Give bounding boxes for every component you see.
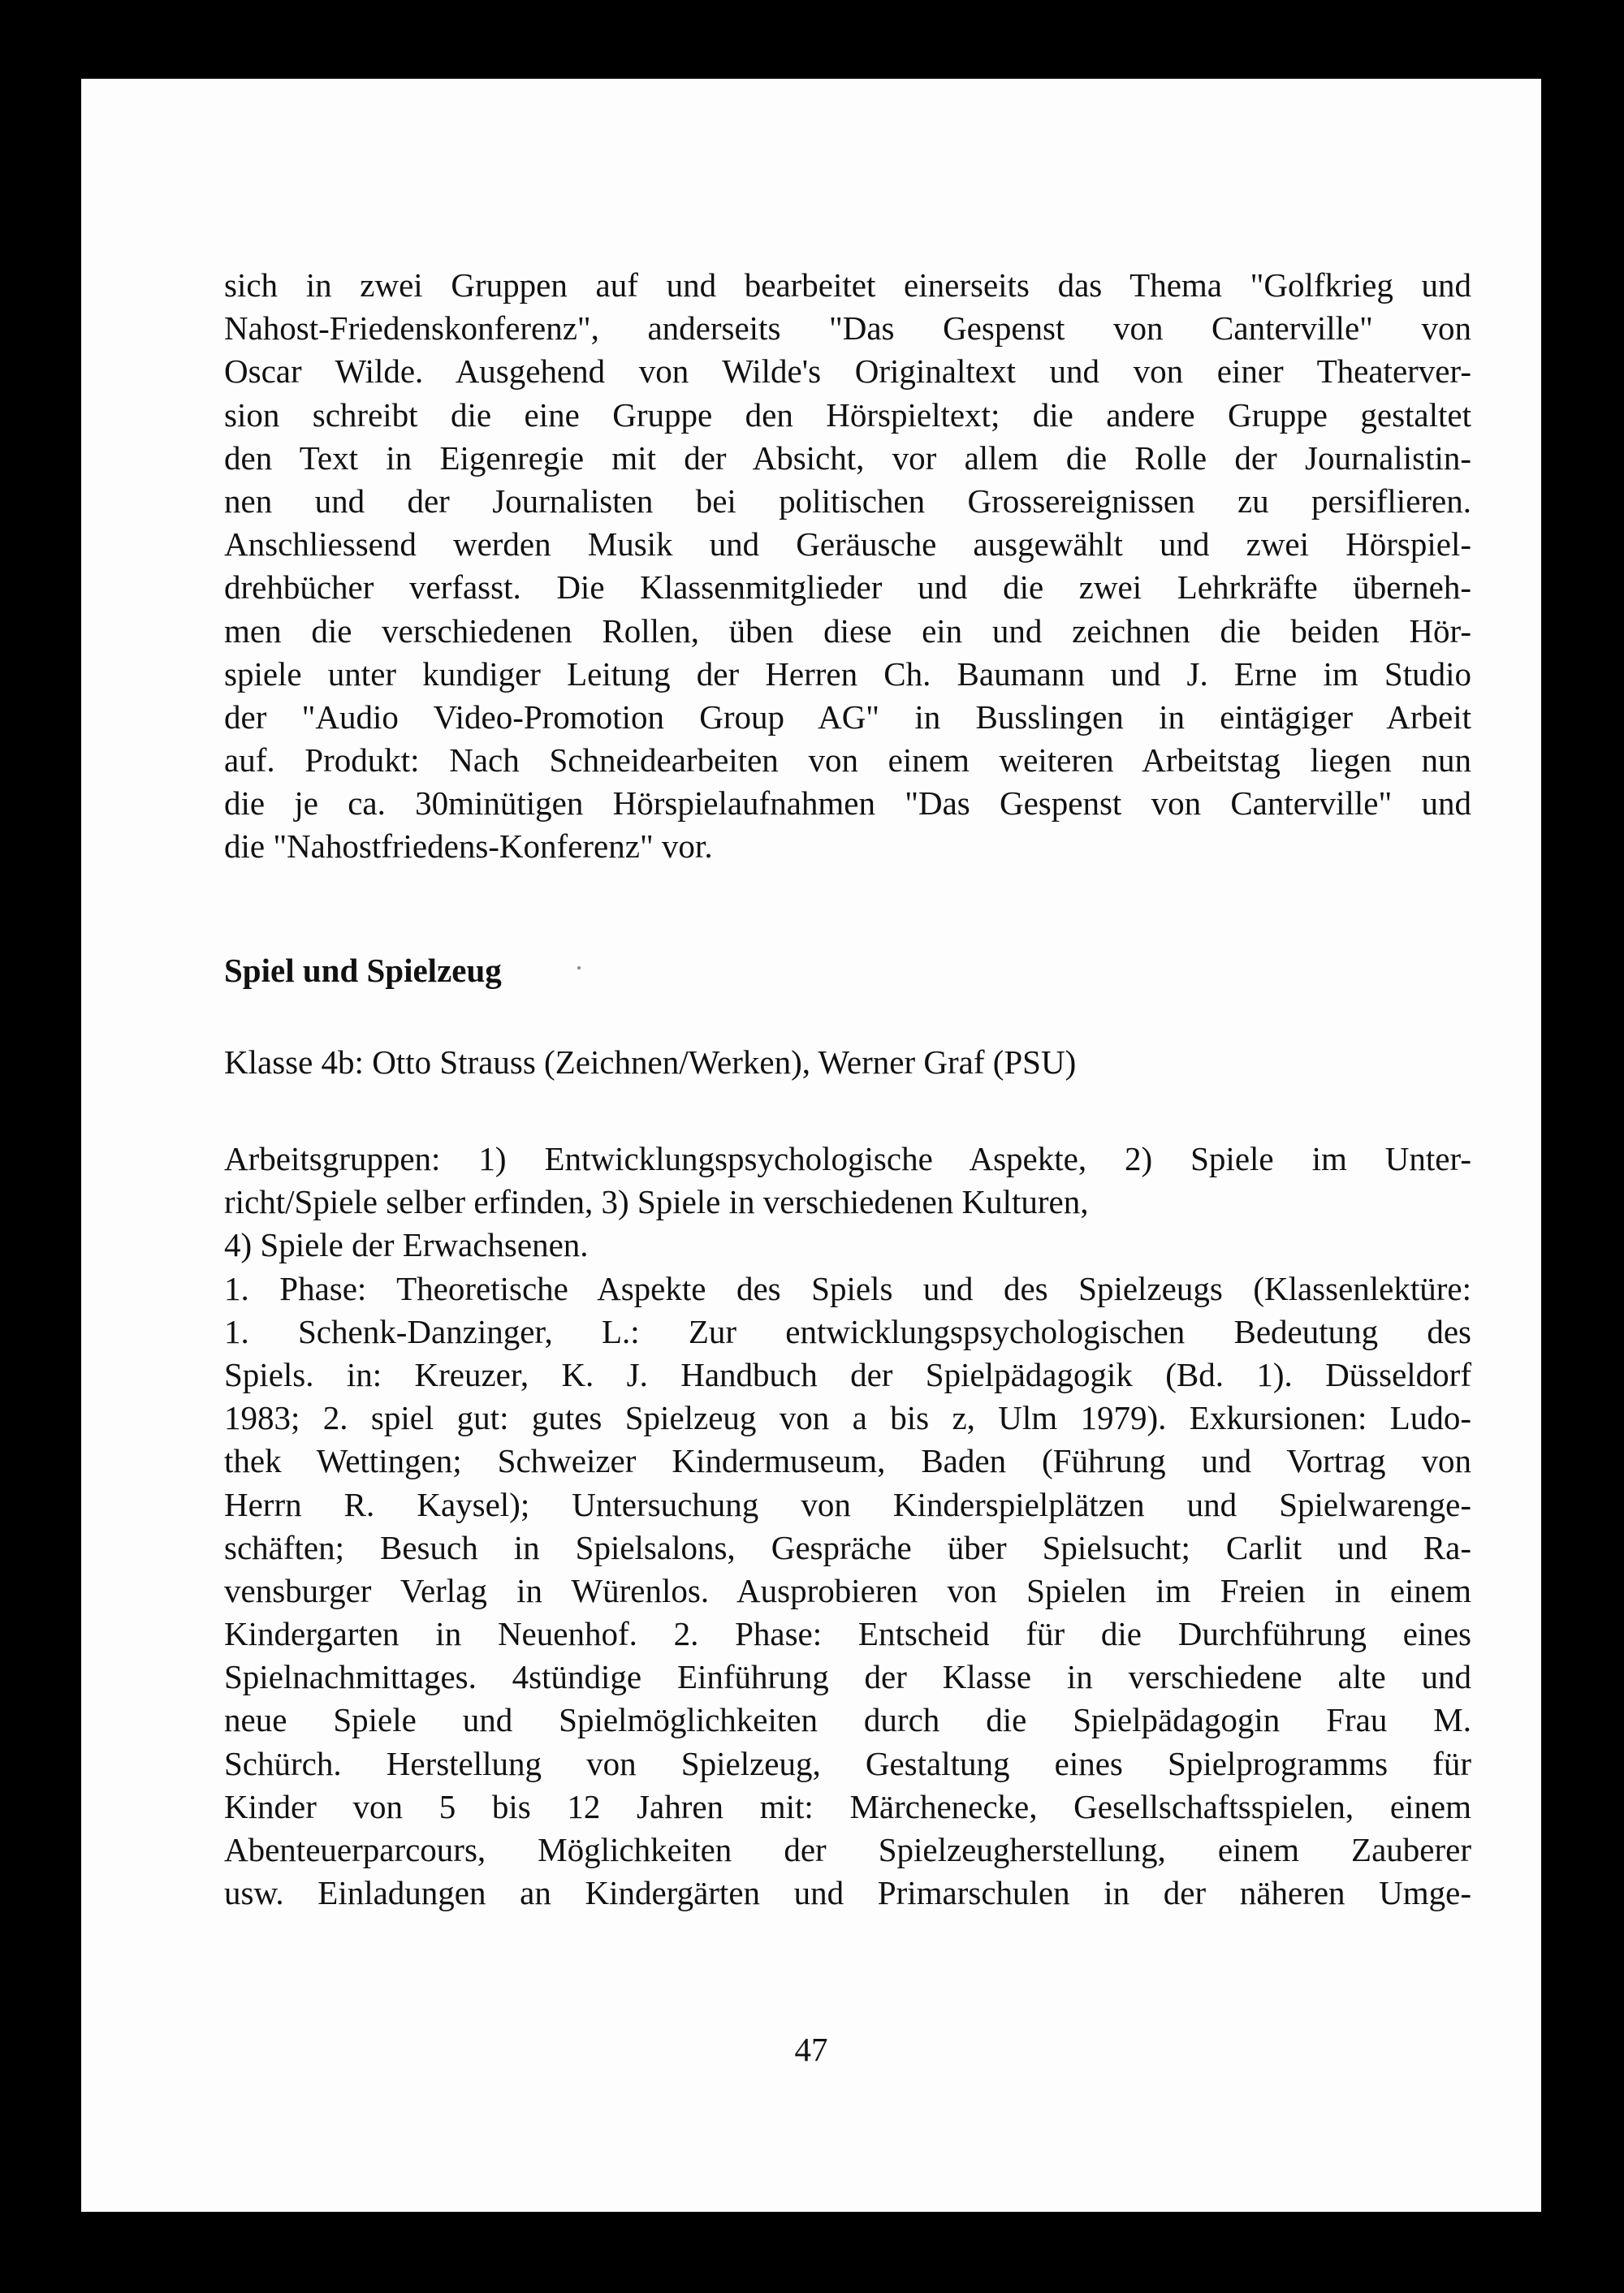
class-teachers-line: Klasse 4b: Otto Strauss (Zeichnen/Werken), Werner Graf (PSU) (224, 1043, 1077, 1081)
text-line: die "Nahostfriedens-Konferenz" vor. (224, 827, 713, 866)
text-line: vensburger Verlag in Würenlos. Ausprobieren von Spielen im Freien in einem (224, 1571, 1471, 1609)
text-line: Oscar Wilde. Ausgehend von Wilde's Originaltext und von einer Theaterver- (224, 352, 1471, 391)
text-line: Spiels. in: Kreuzer, K. J. Handbuch der Spielpädagogik (Bd. 1). Düsseldorf (224, 1355, 1471, 1393)
text-line: Anschliessend werden Musik und Geräusche ausgewählt und zwei Hörspiel- (224, 525, 1471, 564)
text-line: men die verschiedenen Rollen, üben diese ein und zeichnen die beiden Hör- (224, 611, 1471, 650)
text-line: richt/Spiele selber erfinden, 3) Spiele in verschiedenen Kulturen, (224, 1183, 1089, 1221)
text-line: die je ca. 30minütigen Hörspielaufnahmen "Das Gespenst von Canterville" und (224, 784, 1471, 823)
scan-speck (577, 966, 581, 969)
text-line: usw. Einladungen an Kindergärten und Primarschulen in der näheren Umge- (224, 1874, 1471, 1912)
text-line: den Text in Eigenregie mit der Absicht, vor allem die Rolle der Journalistin- (224, 438, 1471, 477)
text-line: 1983; 2. spiel gut: gutes Spielzeug von a bis z, Ulm 1979). Exkursionen: Ludo- (224, 1399, 1471, 1437)
text-line: der "Audio Video-Promotion Group AG" in Busslingen in eintägiger Arbeit (224, 697, 1471, 736)
text-line: spiele unter kundiger Leitung der Herren Ch. Baumann und J. Erne im Studio (224, 654, 1471, 693)
document-page (81, 79, 1541, 2212)
text-line: Spielnachmittages. 4stündige Einführung der Klasse in verschiedene alte und (224, 1658, 1471, 1696)
text-line: Kindergarten in Neuenhof. 2. Phase: Entscheid für die Durchführung eines (224, 1615, 1471, 1653)
text-line: neue Spiele und Spielmöglichkeiten durch die Spielpädagogin Frau M. (224, 1701, 1471, 1739)
section-heading: Spiel und Spielzeug (224, 952, 502, 989)
text-line: Arbeitsgruppen: 1) Entwicklungspsychologische Aspekte, 2) Spiele im Unter- (224, 1140, 1471, 1177)
text-line: Herrn R. Kaysel); Untersuchung von Kinderspielplätzen und Spielwarenge- (224, 1485, 1471, 1523)
text-line: drehbücher verfasst. Die Klassenmitglieder und die zwei Lehrkräfte überneh- (224, 568, 1471, 607)
paragraph-play-and-toys (224, 1138, 1471, 1915)
text-line: thek Wettingen; Schweizer Kindermuseum, Baden (Führung und Vortrag von (224, 1442, 1471, 1480)
text-line: 1. Phase: Theoretische Aspekte des Spiels und des Spielzeugs (Klassenlektüre: (224, 1269, 1471, 1307)
text-line: sion schreibt die eine Gruppe den Hörspieltext; die andere Gruppe gestaltet (224, 395, 1471, 434)
text-line: Schürch. Herstellung von Spielzeug, Gestaltung eines Spielprogramms für (224, 1744, 1471, 1782)
text-line: 4) Spiele der Erwachsenen. (224, 1226, 589, 1264)
paragraph-theater-radio-play (224, 264, 1471, 869)
text-line: sich in zwei Gruppen auf und bearbeitet einerseits das Thema "Golfkrieg und (224, 266, 1471, 304)
text-line: nen und der Journalisten bei politischen Grossereignissen zu persiflieren. (224, 481, 1471, 520)
text-line: schäften; Besuch in Spielsalons, Gespräche über Spielsucht; Carlit und Ra- (224, 1528, 1471, 1566)
text-line: 1. Schenk-Danzinger, L.: Zur entwicklungspsychologischen Bedeutung des (224, 1312, 1471, 1350)
text-line: Abenteuerparcours, Möglichkeiten der Spielzeugherstellung, einem Zauberer (224, 1831, 1471, 1868)
page-number: 47 (794, 2031, 828, 2068)
text-line: Nahost-Friedenskonferenz", anderseits "Das Gespenst von Canterville" von (224, 309, 1471, 348)
text-line: auf. Produkt: Nach Schneidearbeiten von einem weiteren Arbeitstag liegen nun (224, 741, 1471, 779)
text-line: Kinder von 5 bis 12 Jahren mit: Märchenecke, Gesellschaftsspielen, einem (224, 1787, 1471, 1825)
